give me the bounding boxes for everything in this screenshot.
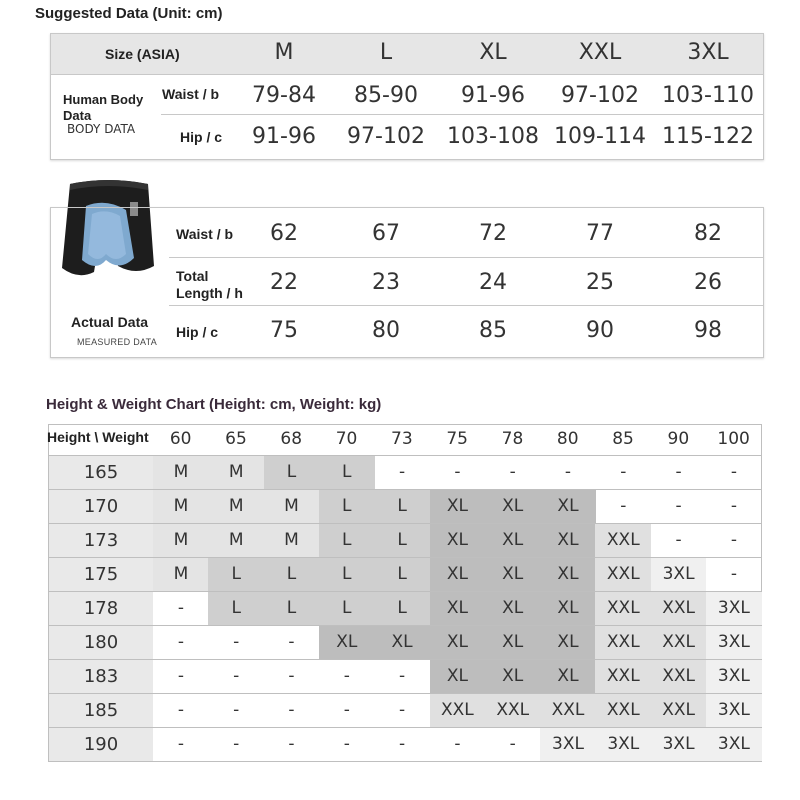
size-cell: L xyxy=(319,592,375,625)
weight-header-65: 65 xyxy=(225,429,247,449)
t1-hip-xl: 103-108 xyxy=(447,124,539,149)
size-cell: 3XL xyxy=(651,728,707,761)
height-label-180: 180 xyxy=(83,632,119,653)
size-cell: XL xyxy=(430,558,486,591)
size-cell: - xyxy=(675,462,682,482)
size-3xl: 3XL xyxy=(687,40,729,65)
size-cell: - xyxy=(177,700,184,720)
size-cell: XL xyxy=(540,490,596,523)
size-cell: L xyxy=(319,558,375,591)
size-cell: XXL xyxy=(595,558,651,591)
t2-length-xxl: 25 xyxy=(586,270,614,295)
weight-header-90: 90 xyxy=(667,429,690,449)
t2-length-xl: 24 xyxy=(479,270,507,295)
size-cell: XXL xyxy=(651,660,707,693)
size-cell: - xyxy=(675,496,682,516)
size-cell: XXL xyxy=(595,626,651,659)
t2-waist-xxl: 77 xyxy=(586,221,614,246)
size-cell: 3XL xyxy=(706,694,762,727)
height-label-175: 175 xyxy=(83,564,119,585)
t2-waist-xl: 72 xyxy=(479,221,507,246)
t2-waist-3xl: 82 xyxy=(694,221,722,246)
size-cell: XL xyxy=(485,490,541,523)
t1-hip-xxl: 109-114 xyxy=(554,124,646,149)
size-xxl: XXL xyxy=(578,40,622,65)
size-cell: L xyxy=(208,558,264,591)
t2-waist-l: 67 xyxy=(372,221,400,246)
size-cell: 3XL xyxy=(595,728,651,761)
size-cell: XXL xyxy=(651,694,707,727)
size-cell: - xyxy=(177,598,184,618)
height-label-173: 173 xyxy=(83,530,119,551)
size-cell: XL xyxy=(430,524,486,557)
size-cell: XL xyxy=(485,524,541,557)
waist-b-label: Waist / b xyxy=(176,226,234,242)
weight-header-78: 78 xyxy=(501,429,524,449)
weight-header-75: 75 xyxy=(446,429,468,449)
size-cell: L xyxy=(264,558,320,591)
t2-hip-3xl: 98 xyxy=(694,318,722,343)
height-label-183: 183 xyxy=(83,666,119,687)
size-cell: L xyxy=(374,490,430,523)
height-label-190: 190 xyxy=(83,734,119,755)
size-cell: - xyxy=(288,734,295,754)
size-cell: XL xyxy=(540,524,596,557)
size-cell: XXL xyxy=(595,660,651,693)
size-cell: 3XL xyxy=(706,660,762,693)
size-cell: XL xyxy=(374,626,430,659)
human-body-table xyxy=(50,33,764,160)
size-m: M xyxy=(274,40,294,65)
height-label-165: 165 xyxy=(83,462,119,483)
size-cell: XXL xyxy=(430,694,486,727)
weight-header-73: 73 xyxy=(391,429,413,449)
size-cell: XL xyxy=(540,626,596,659)
size-cell: L xyxy=(374,558,430,591)
t2-hip-xl: 85 xyxy=(479,318,507,343)
size-cell: - xyxy=(454,462,461,482)
size-cell: M xyxy=(153,456,209,489)
size-asia-label: Size (ASIA) xyxy=(105,46,180,62)
size-cell: L xyxy=(208,592,264,625)
size-cell: XL xyxy=(319,626,375,659)
weight-header-60: 60 xyxy=(169,429,192,449)
actual-data-label: Actual Data xyxy=(71,314,149,330)
size-cell: M xyxy=(264,490,320,523)
size-cell: L xyxy=(374,592,430,625)
size-cell: XXL xyxy=(540,694,596,727)
size-cell: XXL xyxy=(651,592,707,625)
size-cell: 3XL xyxy=(706,728,762,761)
hip-c-label: Hip / c xyxy=(176,324,219,340)
size-cell: XL xyxy=(430,592,486,625)
size-cell: - xyxy=(509,734,516,754)
height-label-185: 185 xyxy=(83,700,119,721)
t2-length-3xl: 26 xyxy=(694,270,722,295)
size-cell: XXL xyxy=(595,592,651,625)
size-cell: M xyxy=(208,490,264,523)
size-cell: - xyxy=(343,666,350,686)
t1-waist-m: 79-84 xyxy=(252,83,316,108)
size-cell: 3XL xyxy=(651,558,707,591)
size-chart-table xyxy=(48,424,762,762)
size-cell: XXL xyxy=(651,626,707,659)
size-cell: - xyxy=(233,632,240,652)
weight-header-68: 68 xyxy=(280,429,303,449)
measured-data-label: MEASURED DATA xyxy=(77,337,158,347)
hip-c-label: Hip / c xyxy=(180,129,223,145)
row-divider xyxy=(169,305,763,306)
size-cell: XL xyxy=(430,626,486,659)
size-cell: - xyxy=(177,734,184,754)
weight-header-85: 85 xyxy=(612,429,634,449)
actual-data-table xyxy=(50,207,764,358)
size-xl: XL xyxy=(479,40,507,65)
size-cell: - xyxy=(730,462,737,482)
size-cell: - xyxy=(730,530,737,550)
row-divider xyxy=(161,114,763,115)
size-cell: - xyxy=(399,666,406,686)
weight-header-70: 70 xyxy=(335,429,358,449)
size-cell: - xyxy=(509,462,516,482)
size-cell: XL xyxy=(485,626,541,659)
size-cell: 3XL xyxy=(706,626,762,659)
t1-waist-xxl: 97-102 xyxy=(561,83,639,108)
t1-waist-3xl: 103-110 xyxy=(662,83,754,108)
total-length-label: Total Length / h xyxy=(176,268,243,301)
body-data-label: BODY DATA xyxy=(67,122,136,136)
size-cell: - xyxy=(233,666,240,686)
size-cell: M xyxy=(153,524,209,557)
suggested-data-title: Suggested Data (Unit: cm) xyxy=(35,5,223,22)
size-cell: - xyxy=(343,734,350,754)
t2-hip-m: 75 xyxy=(270,318,298,343)
size-cell: XL xyxy=(485,592,541,625)
size-cell: XXL xyxy=(595,524,651,557)
height-weight-chart-title: Height & Weight Chart (Height: cm, Weight: kg) xyxy=(46,396,382,413)
size-cell: - xyxy=(564,462,572,482)
size-cell: - xyxy=(288,666,295,686)
weight-header-80: 80 xyxy=(556,429,579,449)
t2-length-l: 23 xyxy=(372,270,400,295)
size-cell: - xyxy=(620,496,627,516)
size-cell: - xyxy=(233,700,240,720)
t2-hip-l: 80 xyxy=(372,318,400,343)
size-cell: XXL xyxy=(485,694,541,727)
size-cell: - xyxy=(620,462,627,482)
t1-waist-l: 85-90 xyxy=(354,83,418,108)
size-cell: 3XL xyxy=(706,592,762,625)
t1-hip-m: 91-96 xyxy=(252,124,316,149)
size-cell: M xyxy=(208,524,264,557)
size-cell: XL xyxy=(430,660,486,693)
size-cell: L xyxy=(319,456,375,489)
size-cell: L xyxy=(264,592,320,625)
size-cell: L xyxy=(374,524,430,557)
size-cell: M xyxy=(208,456,264,489)
size-cell: - xyxy=(233,734,240,754)
size-cell: XL xyxy=(430,490,486,523)
size-l: L xyxy=(379,40,393,65)
size-cell: - xyxy=(675,530,682,550)
size-cell: XL xyxy=(485,558,541,591)
size-cell: M xyxy=(153,490,209,523)
size-cell: XL xyxy=(485,660,541,693)
t2-length-m: 22 xyxy=(270,270,298,295)
waist-b-label: Waist / b xyxy=(162,86,220,102)
size-cell: L xyxy=(264,456,320,489)
size-cell: M xyxy=(264,524,320,557)
size-cell: - xyxy=(399,462,406,482)
size-cell: - xyxy=(343,700,350,720)
size-cell: - xyxy=(730,496,737,516)
size-cell: - xyxy=(730,564,737,584)
size-cell: 3XL xyxy=(540,728,596,761)
human-body-data-label: Human Body Data xyxy=(63,92,144,123)
t2-hip-xxl: 90 xyxy=(586,318,614,343)
size-cell: - xyxy=(454,734,461,754)
t1-hip-l: 97-102 xyxy=(347,124,425,149)
corner-label: Height \ Weight xyxy=(47,429,149,445)
size-cell: - xyxy=(288,632,295,652)
t2-waist-m: 62 xyxy=(270,221,298,246)
size-cell: XL xyxy=(540,592,596,625)
size-cell: - xyxy=(288,700,295,720)
size-cell: XL xyxy=(540,660,596,693)
height-label-170: 170 xyxy=(83,496,119,517)
size-cell: L xyxy=(319,524,375,557)
size-cell: L xyxy=(319,490,375,523)
size-cell: - xyxy=(177,632,184,652)
size-cell: - xyxy=(399,700,406,720)
size-cell: M xyxy=(153,558,209,591)
size-cell: - xyxy=(399,734,406,754)
size-cell: - xyxy=(177,666,184,686)
size-cell: XL xyxy=(540,558,596,591)
row-divider xyxy=(169,257,763,258)
height-label-178: 178 xyxy=(83,598,119,619)
t1-hip-3xl: 115-122 xyxy=(662,124,754,149)
size-cell: XXL xyxy=(595,694,651,727)
t1-waist-xl: 91-96 xyxy=(461,83,525,108)
weight-header-100: 100 xyxy=(717,429,750,449)
